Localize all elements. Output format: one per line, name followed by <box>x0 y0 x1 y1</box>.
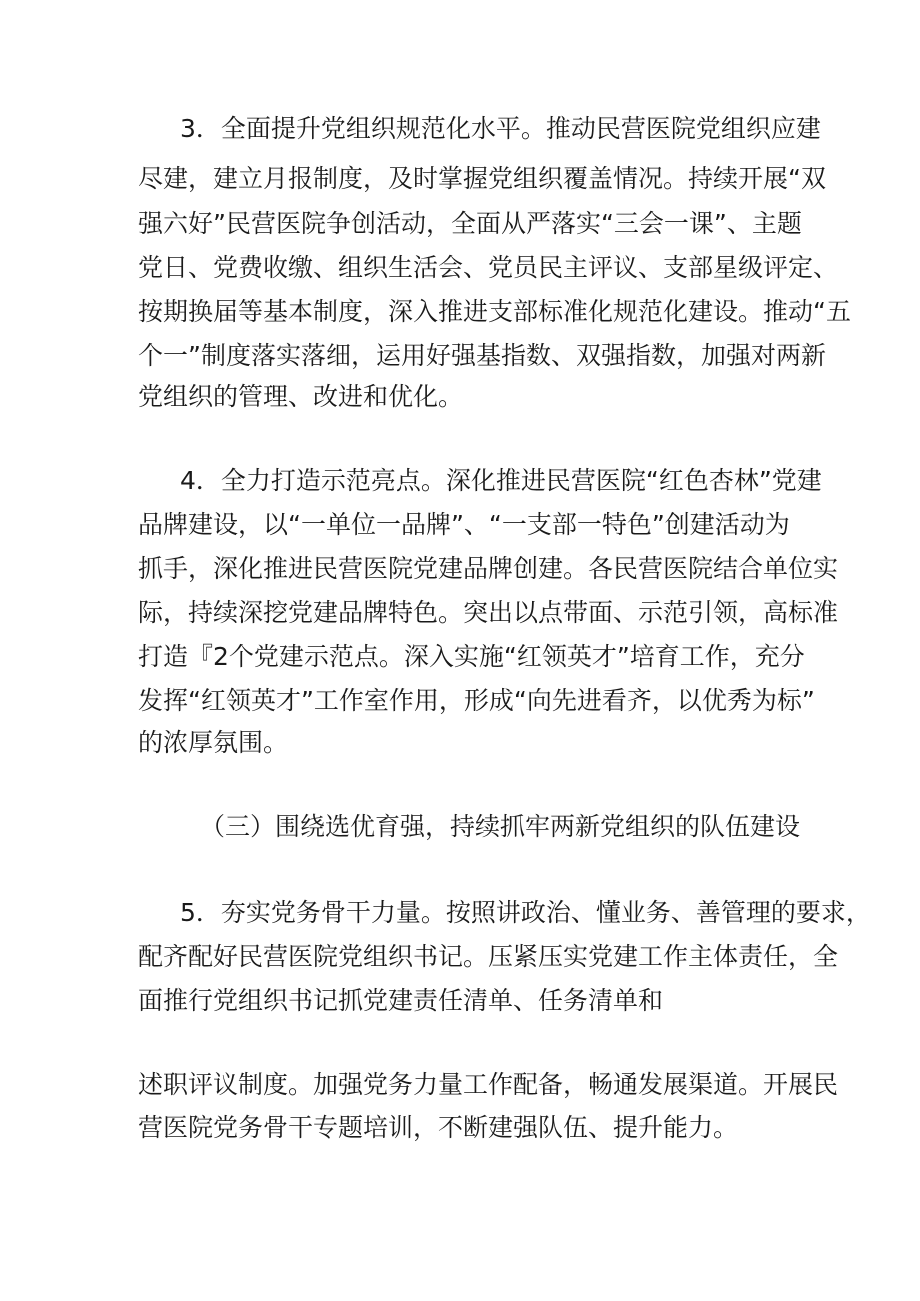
paragraph-line: 4．全力打造示范亮点。深化推进民营医院“红色杏林”党建 <box>180 466 822 495</box>
paragraph-line: 的浓厚氛围。 <box>138 728 289 757</box>
paragraph-line: 配齐配好民营医院党组织书记。压紧压实党建工作主体责任，全 <box>138 942 839 971</box>
paragraph-line: 抓手，深化推进民营医院党建品牌创建。各民营医院结合单位实 <box>138 554 839 583</box>
paragraph-line: 面推行党组织书记抓党建责任清单、任务清单和 <box>138 986 664 1015</box>
paragraph-line: 尽建，建立月报制度，及时掌握党组织覆盖情况。持续开展“双 <box>138 164 826 193</box>
paragraph-line: 5．夯实党务骨干力量。按照讲政治、懂业务、善管理的要求， <box>180 898 871 927</box>
paragraph-line: 发挥“红领英才”工作室作用，形成“向先进看齐，以优秀为标” <box>138 686 815 715</box>
paragraph-line: 强六好”民营医院争创活动，全面从严落实“三会一课”、主题 <box>138 209 802 238</box>
paragraph-line: 际，持续深挖党建品牌特色。突出以点带面、示范引领，高标准 <box>138 598 839 627</box>
paragraph-line: 党组织的管理、改进和优化。 <box>138 382 464 411</box>
paragraph-line: 个一”制度落实落细，运用好强基指数、双强指数，加强对两新 <box>138 341 826 370</box>
paragraph-line: 打造『2个党建示范点。深入实施“红领英才”培育工作，充分 <box>138 642 805 671</box>
paragraph-line: 述职评议制度。加强党务力量工作配备，畅通发展渠道。开展民 <box>138 1070 839 1099</box>
paragraph-line: 3．全面提升党组织规范化水平。推动民营医院党组织应建 <box>180 114 821 143</box>
paragraph-line: 按期换届等基本制度，深入推进支部标准化规范化建设。推动“五 <box>138 297 851 326</box>
paragraph-line: 品牌建设，以“一单位一品牌”、“一支部一特色”创建活动为 <box>138 510 790 539</box>
section-heading-text: （三）围绕选优育强，持续抓牢两新党组织的队伍建设 <box>200 812 801 841</box>
paragraph-line: 营医院党务骨干专题培训，不断建强队伍、提升能力。 <box>138 1113 739 1142</box>
paragraph-line: 党日、党费收缴、组织生活会、党员民主评议、支部星级评定、 <box>138 253 839 282</box>
